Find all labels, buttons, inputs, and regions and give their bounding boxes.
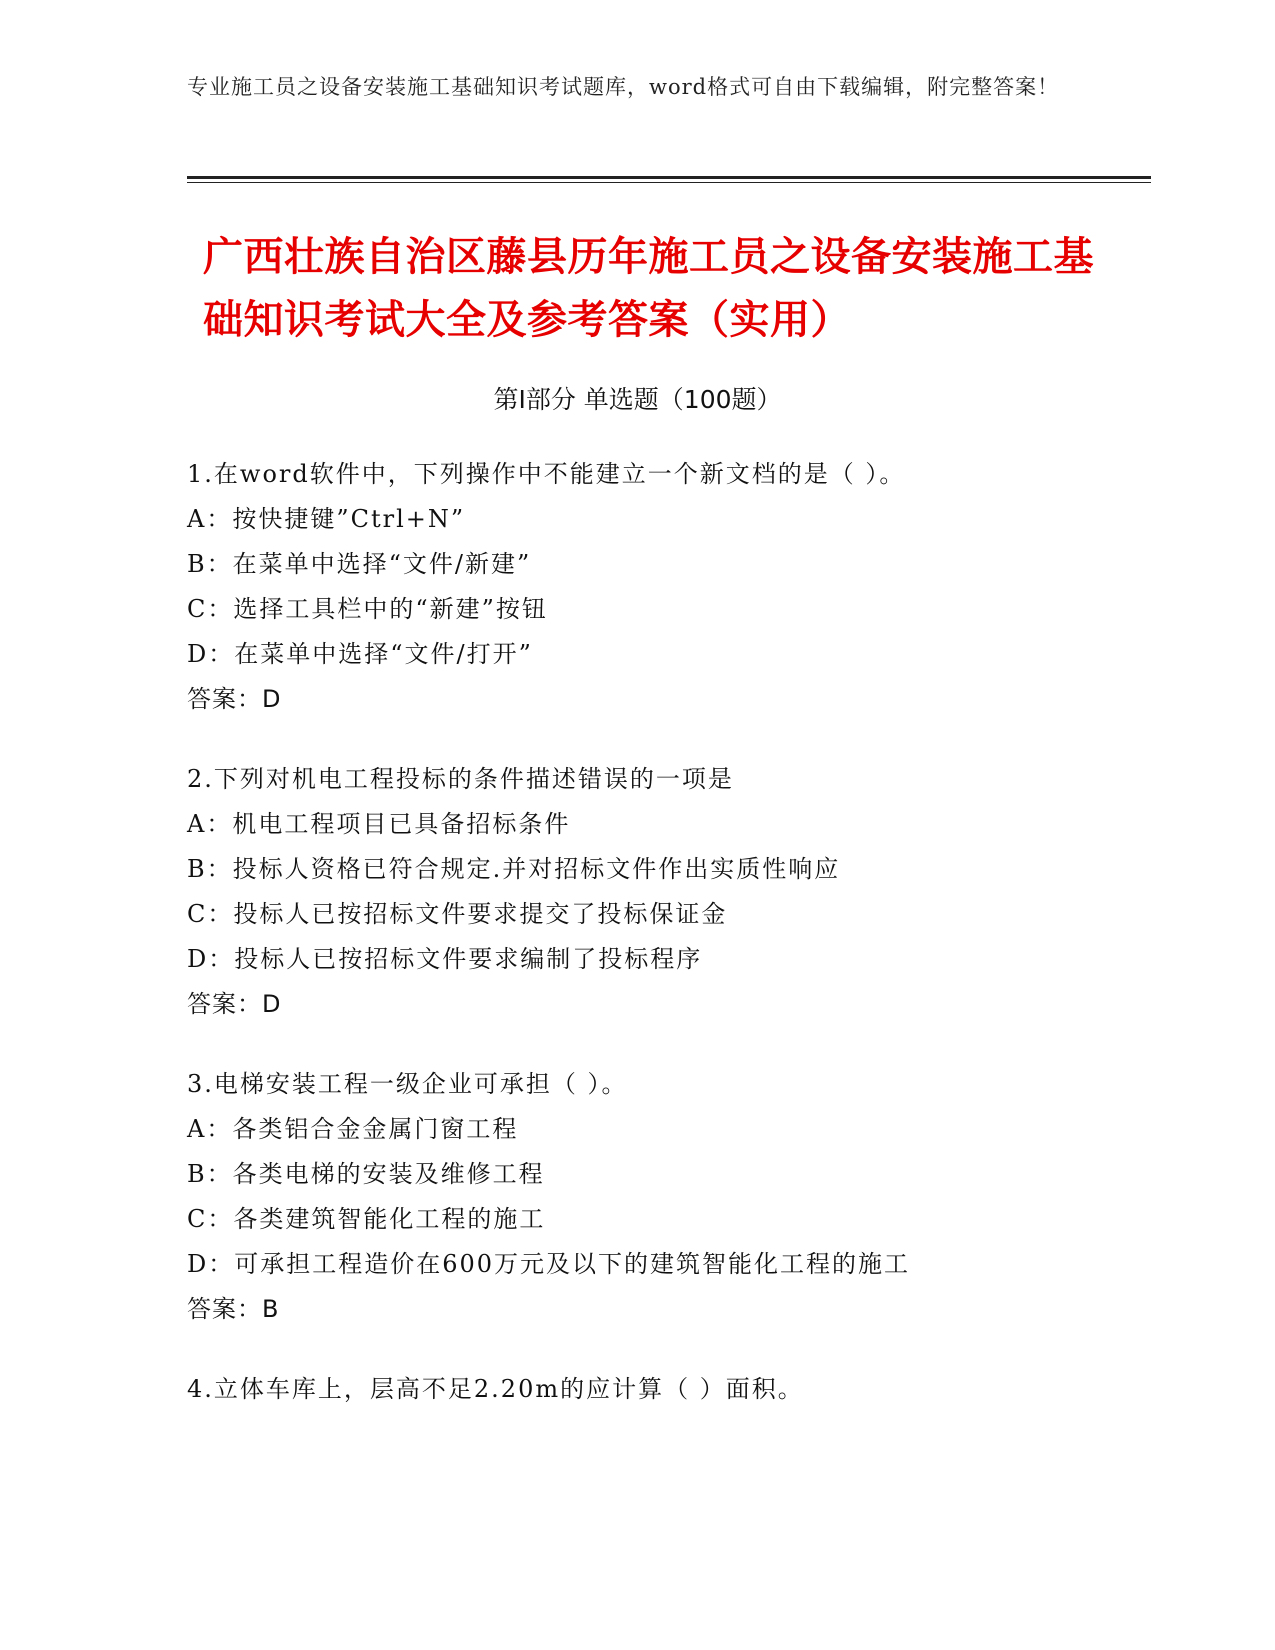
answer: 答案：D — [187, 685, 282, 713]
question-1 — [187, 452, 1127, 722]
header-divider-thin — [187, 182, 1151, 183]
option-b: B：投标人资格已符合规定.并对招标文件作出实质性响应 — [187, 855, 841, 883]
option-d: D：投标人已按招标文件要求编制了投标程序 — [187, 945, 703, 973]
header-divider-thick — [187, 176, 1151, 179]
option-c: C：各类建筑智能化工程的施工 — [187, 1205, 546, 1233]
question-2 — [187, 757, 1127, 1027]
option-b: B：在菜单中选择“文件/新建” — [187, 550, 532, 578]
option-d: D：在菜单中选择“文件/打开” — [187, 640, 533, 668]
question-stem: 3.电梯安装工程一级企业可承担（ ）。 — [187, 1070, 628, 1098]
document-title: 广西壮族自治区藤县历年施工员之设备安装施工基础知识考试大全及参考答案（实用） — [203, 234, 1094, 343]
option-d: D：可承担工程造价在600万元及以下的建筑智能化工程的施工 — [187, 1250, 911, 1278]
answer: 答案：D — [187, 990, 282, 1018]
header-note: 专业施工员之设备安装施工基础知识考试题库，word格式可自由下载编辑，附完整答案！ — [187, 75, 1060, 99]
question-stem: 1.在word软件中，下列操作中不能建立一个新文档的是（ ）。 — [187, 460, 906, 488]
question-stem: 2.下列对机电工程投标的条件描述错误的一项是 — [187, 765, 734, 793]
option-a: A：机电工程项目已具备招标条件 — [187, 810, 571, 838]
section-heading: 第I部分 单选题（100题） — [493, 385, 782, 414]
question-4 — [187, 1367, 1127, 1412]
question-3 — [187, 1062, 1127, 1332]
option-b: B：各类电梯的安装及维修工程 — [187, 1160, 545, 1188]
option-a: A：按快捷键”Ctrl+N” — [187, 505, 466, 533]
option-c: C：选择工具栏中的“新建”按钮 — [187, 595, 548, 623]
answer: 答案：B — [187, 1295, 280, 1323]
option-a: A：各类铝合金金属门窗工程 — [187, 1115, 519, 1143]
option-c: C：投标人已按招标文件要求提交了投标保证金 — [187, 900, 728, 928]
question-stem: 4.立体车库上，层高不足2.20m的应计算（ ）面积。 — [187, 1375, 804, 1403]
